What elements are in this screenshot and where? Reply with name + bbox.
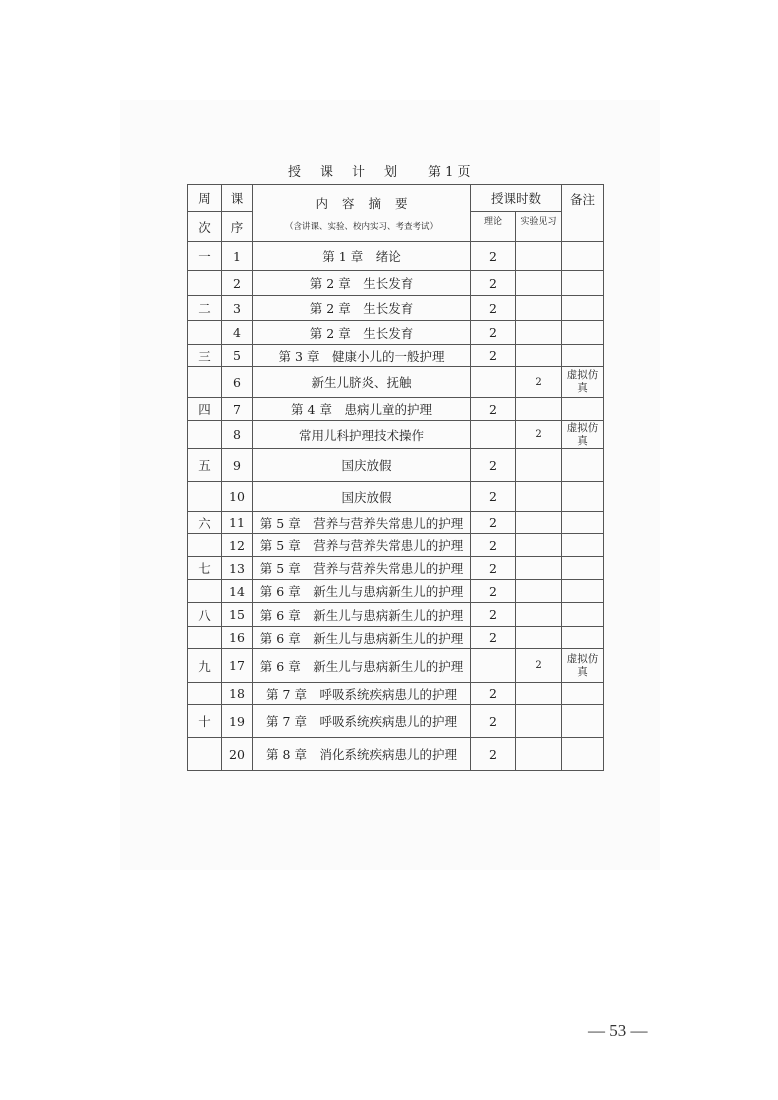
- remark-cell: [562, 683, 604, 705]
- table-row: [188, 271, 604, 296]
- remark-cell: [562, 321, 604, 345]
- week-cell: 六: [188, 512, 222, 534]
- remark-cell: [562, 534, 604, 557]
- theory-hours-cell: 2: [471, 321, 516, 345]
- table-row: [188, 603, 604, 627]
- header-remarks: 备注: [562, 185, 604, 242]
- week-cell: 四: [188, 398, 222, 421]
- remark-cell: 虚拟仿真: [562, 649, 604, 683]
- theory-hours-cell: 2: [471, 345, 516, 367]
- lesson-cell: 10: [222, 482, 253, 512]
- header-content: [253, 185, 471, 242]
- header-week-2: 次: [188, 212, 222, 242]
- header-lesson-2: 序: [222, 212, 253, 242]
- table-row: [188, 398, 604, 421]
- remark-cell: [562, 512, 604, 534]
- header-content-subtitle: （含讲课、实验、校内实习、考查考试）: [284, 222, 438, 232]
- theory-hours-cell: 2: [471, 738, 516, 771]
- practice-hours-cell: [516, 557, 562, 580]
- table-row: [188, 367, 604, 398]
- lesson-cell: 6: [222, 367, 253, 398]
- theory-hours-cell: 2: [471, 242, 516, 271]
- table-row: [188, 242, 604, 271]
- theory-hours-cell: 2: [471, 705, 516, 738]
- content-cell: 新生儿脐炎、抚触: [253, 367, 471, 398]
- practice-hours-cell: 2: [516, 367, 562, 398]
- lesson-cell: 1: [222, 242, 253, 271]
- content-cell: 第 5 章 营养与营养失常患儿的护理: [253, 557, 471, 580]
- practice-hours-cell: [516, 321, 562, 345]
- week-cell: [188, 482, 222, 512]
- practice-hours-cell: [516, 627, 562, 649]
- practice-hours-cell: [516, 683, 562, 705]
- theory-hours-cell: 2: [471, 398, 516, 421]
- theory-hours-cell: 2: [471, 557, 516, 580]
- theory-hours-cell: 2: [471, 534, 516, 557]
- practice-hours-cell: [516, 512, 562, 534]
- lesson-cell: 14: [222, 580, 253, 603]
- week-cell: 五: [188, 449, 222, 482]
- content-cell: 第 2 章 生长发育: [253, 321, 471, 345]
- practice-hours-cell: [516, 271, 562, 296]
- table-row: [188, 683, 604, 705]
- table-row: [188, 738, 604, 771]
- table-row: [188, 345, 604, 367]
- lesson-cell: 17: [222, 649, 253, 683]
- header-theory: 理论: [471, 212, 516, 242]
- table-row: [188, 449, 604, 482]
- week-cell: [188, 421, 222, 449]
- header-week-1: 周: [188, 185, 222, 212]
- theory-hours-cell: [471, 649, 516, 683]
- page-number: — 53 —: [588, 1021, 648, 1040]
- content-cell: 第 6 章 新生儿与患病新生儿的护理: [253, 603, 471, 627]
- week-cell: 三: [188, 345, 222, 367]
- remark-cell: [562, 603, 604, 627]
- theory-hours-cell: 2: [471, 512, 516, 534]
- lesson-cell: 5: [222, 345, 253, 367]
- table-row: [188, 321, 604, 345]
- theory-hours-cell: 2: [471, 482, 516, 512]
- remark-cell: [562, 580, 604, 603]
- week-cell: 九: [188, 649, 222, 683]
- practice-hours-cell: 2: [516, 421, 562, 449]
- content-cell: 国庆放假: [253, 449, 471, 482]
- week-cell: [188, 321, 222, 345]
- week-cell: [188, 627, 222, 649]
- theory-hours-cell: 2: [471, 271, 516, 296]
- theory-hours-cell: 2: [471, 449, 516, 482]
- week-cell: 一: [188, 242, 222, 271]
- theory-hours-cell: [471, 421, 516, 449]
- theory-hours-cell: 2: [471, 580, 516, 603]
- header-hours: 授课时数: [471, 185, 562, 212]
- content-cell: 第 5 章 营养与营养失常患儿的护理: [253, 534, 471, 557]
- lesson-cell: 20: [222, 738, 253, 771]
- remark-cell: [562, 345, 604, 367]
- remark-cell: [562, 738, 604, 771]
- lesson-cell: 9: [222, 449, 253, 482]
- week-cell: 八: [188, 603, 222, 627]
- theory-hours-cell: 2: [471, 683, 516, 705]
- week-cell: 七: [188, 557, 222, 580]
- remark-cell: [562, 627, 604, 649]
- table-row: [188, 482, 604, 512]
- content-cell: 国庆放假: [253, 482, 471, 512]
- week-cell: [188, 683, 222, 705]
- content-cell: 第 6 章 新生儿与患病新生儿的护理: [253, 627, 471, 649]
- practice-hours-cell: [516, 705, 562, 738]
- header-lesson-1: 课: [222, 185, 253, 212]
- theory-hours-cell: 2: [471, 603, 516, 627]
- theory-hours-cell: 2: [471, 627, 516, 649]
- remark-cell: [562, 705, 604, 738]
- table-row: [188, 627, 604, 649]
- table-row: [188, 580, 604, 603]
- content-cell: 第 1 章 绪论: [253, 242, 471, 271]
- content-cell: 第 2 章 生长发育: [253, 271, 471, 296]
- table-row: [188, 649, 604, 683]
- content-cell: 常用儿科护理技术操作: [253, 421, 471, 449]
- week-cell: [188, 580, 222, 603]
- lesson-cell: 7: [222, 398, 253, 421]
- content-cell: 第 4 章 患病儿童的护理: [253, 398, 471, 421]
- table-row: [188, 296, 604, 321]
- remark-cell: [562, 482, 604, 512]
- header-content-title: 内容摘要: [315, 196, 422, 211]
- content-cell: 第 2 章 生长发育: [253, 296, 471, 321]
- content-cell: 第 3 章 健康小儿的一般护理: [253, 345, 471, 367]
- practice-hours-cell: [516, 534, 562, 557]
- lesson-cell: 12: [222, 534, 253, 557]
- week-cell: [188, 367, 222, 398]
- theory-hours-cell: 2: [471, 296, 516, 321]
- content-cell: 第 5 章 营养与营养失常患儿的护理: [253, 512, 471, 534]
- lesson-cell: 18: [222, 683, 253, 705]
- lesson-cell: 16: [222, 627, 253, 649]
- practice-hours-cell: [516, 482, 562, 512]
- week-cell: 二: [188, 296, 222, 321]
- practice-hours-cell: [516, 242, 562, 271]
- teaching-plan-table: [187, 184, 604, 771]
- lesson-cell: 4: [222, 321, 253, 345]
- table-row: [188, 534, 604, 557]
- remark-cell: [562, 557, 604, 580]
- header-row: [188, 185, 604, 212]
- table-row: [188, 705, 604, 738]
- remark-cell: [562, 242, 604, 271]
- remark-cell: [562, 271, 604, 296]
- remark-cell: 虚拟仿真: [562, 367, 604, 398]
- remark-cell: [562, 398, 604, 421]
- header-practice: 实验见习: [516, 212, 562, 242]
- week-cell: [188, 738, 222, 771]
- page-label: 第 1 页: [428, 165, 471, 180]
- content-cell: 第 7 章 呼吸系统疾病患儿的护理: [253, 683, 471, 705]
- week-cell: [188, 534, 222, 557]
- table-row: [188, 557, 604, 580]
- practice-hours-cell: [516, 345, 562, 367]
- practice-hours-cell: [516, 603, 562, 627]
- practice-hours-cell: 2: [516, 649, 562, 683]
- practice-hours-cell: [516, 580, 562, 603]
- content-cell: 第 6 章 新生儿与患病新生儿的护理: [253, 580, 471, 603]
- week-cell: 十: [188, 705, 222, 738]
- content-cell: 第 7 章 呼吸系统疾病患儿的护理: [253, 705, 471, 738]
- lesson-cell: 11: [222, 512, 253, 534]
- week-cell: [188, 271, 222, 296]
- lesson-cell: 15: [222, 603, 253, 627]
- lesson-cell: 13: [222, 557, 253, 580]
- remark-cell: [562, 296, 604, 321]
- remark-cell: [562, 449, 604, 482]
- content-cell: 第 8 章 消化系统疾病患儿的护理: [253, 738, 471, 771]
- lesson-cell: 3: [222, 296, 253, 321]
- lesson-cell: 8: [222, 421, 253, 449]
- remark-cell: 虚拟仿真: [562, 421, 604, 449]
- practice-hours-cell: [516, 738, 562, 771]
- table-row: [188, 421, 604, 449]
- practice-hours-cell: [516, 398, 562, 421]
- document-title: 授课计划: [288, 165, 417, 180]
- lesson-cell: 2: [222, 271, 253, 296]
- lesson-cell: 19: [222, 705, 253, 738]
- content-cell: 第 6 章 新生儿与患病新生儿的护理: [253, 649, 471, 683]
- practice-hours-cell: [516, 449, 562, 482]
- practice-hours-cell: [516, 296, 562, 321]
- table-row: [188, 512, 604, 534]
- page-title: [188, 161, 598, 181]
- theory-hours-cell: [471, 367, 516, 398]
